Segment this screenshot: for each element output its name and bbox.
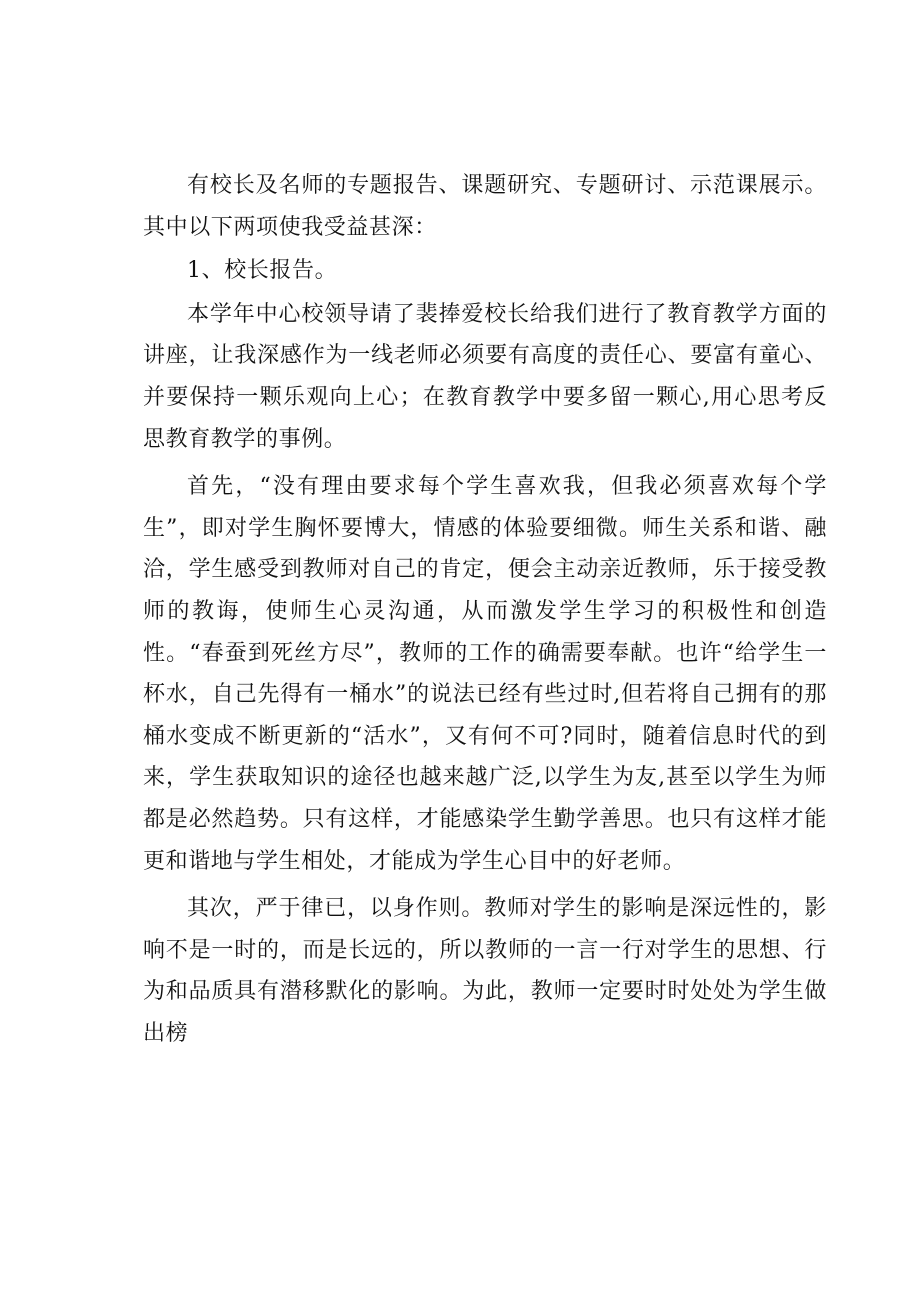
paragraph-second-point: 其次，严于律已，以身作则。教师对学生的影响是深远性的，影响不是一时的，而是长远的，所以教师的一言一行对学生的思想、行为和品质具有潜移默化的影响。为此，教师一定要时时处处为学生做出榜 — [143, 896, 827, 1046]
document-body — [143, 165, 827, 1054]
paragraph-intro: 有校长及名师的专题报告、课题研究、专题研讨、示范课展示。其中以下两项使我受益甚深： — [143, 173, 827, 240]
paragraph-first-point: 首先，“没有理由要求每个学生喜欢我，但我必须喜欢每个学生”，即对学生胸怀要博大，情感的体验要细微。师生关系和谐、融洽，学生感受到教师对自己的肯定，便会主动亲近教师，乐于接受教师的教诲，使师生心灵沟通，从而激发学生学习的积极性和创造性。“春蚕到死丝方尽”，教师的工作的确需要奉献。也许“给学生一杯水，自己先得有一桶水”的说法已经有些过时,但若将自己拥有的那桶水变成不断更新的“活水”，又有何不可?同时，随着信息时代的到来，学生获取知识的途径也越来越广泛,以学生为友,甚至以学生为师都是必然趋势。只有这样，才能感染学生勤学善思。也只有这样才能更和谐地与学生相处，才能成为学生心目中的好老师。 — [143, 474, 827, 874]
paragraph-lecture: 本学年中心校领导请了裴捧爱校长给我们进行了教育教学方面的讲座，让我深感作为一线老师必须要有高度的责任心、要富有童心、并要保持一颗乐观向上心；在教育教学中要多留一颗心,用心思考反思教育教学的事例。 — [143, 301, 827, 452]
paragraph-heading-principal-report: 1、校长报告。 — [187, 258, 338, 284]
